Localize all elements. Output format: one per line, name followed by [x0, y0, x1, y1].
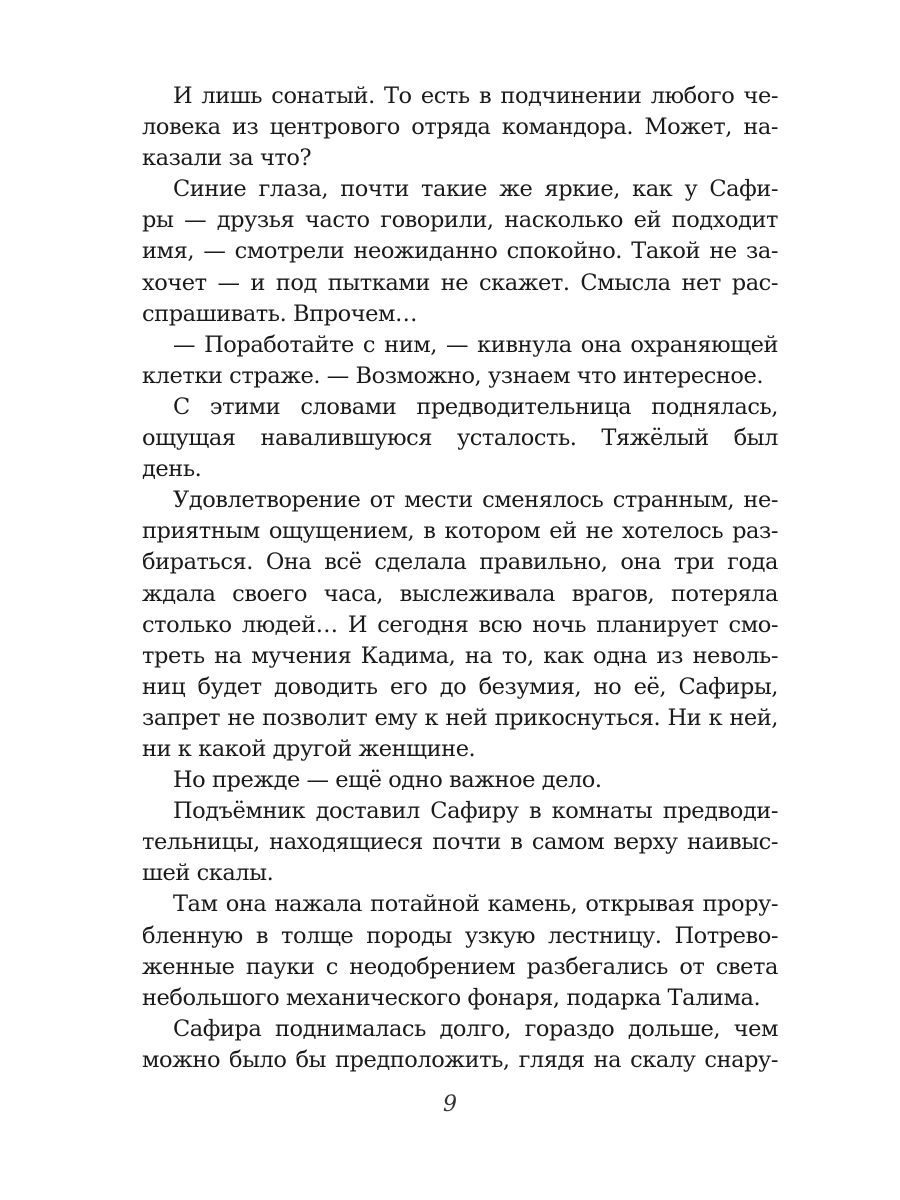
text-line: шей скалы.: [142, 860, 274, 887]
text-line: бленную в толще породы узкую лестницу. Потрево-: [142, 922, 778, 949]
text-line: день.: [142, 456, 202, 483]
text-line: И лишь сонатый. То есть в подчинении любого че-: [173, 83, 778, 109]
paragraph: [142, 392, 778, 485]
paragraph: [142, 796, 778, 889]
text-line: тельницы, находящиеся почти в самом верху наивыс-: [142, 829, 778, 856]
text-line: Сафира поднималась долго, гораздо дольше, чем: [173, 1015, 778, 1042]
text-line: женные пауки с неодобрением разбегались от света: [142, 953, 778, 980]
text-line: хочет — и под пытками не скажет. Смысла нет рас-: [142, 269, 778, 296]
page-number: 9: [443, 1092, 457, 1117]
text-line: казали за что?: [142, 145, 312, 172]
text-line: запрет не позволит ему к ней прикоснуться. Ни к ней,: [142, 704, 778, 731]
text-line: бираться. Она всё сделала правильно, она три года: [142, 549, 778, 576]
text-line: Но прежде — ещё одно важное дело.: [173, 767, 602, 794]
paragraph: [142, 174, 778, 329]
paragraph: [142, 1014, 778, 1076]
text-line: можно было бы предположить, глядя на скалу снару-: [142, 1046, 778, 1073]
paragraph: [142, 765, 778, 796]
text-line: ловека из центрового отряда командора. Может, на-: [142, 114, 778, 141]
text-line: спрашивать. Впрочем…: [142, 300, 418, 327]
text-line: ощущая навалившуюся усталость. Тяжёлый был: [142, 425, 778, 452]
paragraph: [142, 485, 778, 765]
text-line: клетки страже. — Возможно, узнаем что интересное.: [142, 362, 764, 389]
paragraph: [142, 81, 778, 174]
paragraph: [142, 889, 778, 1013]
text-line: небольшого механического фонаря, подарка Талима.: [142, 984, 761, 1011]
text-line: — Поработайте с ним, — кивнула она охраняющей: [173, 331, 778, 358]
body-text: [142, 81, 778, 1076]
text-line: Синие глаза, почти такие же яркие, как у Сафи-: [173, 176, 778, 203]
text-line: С этими словами предводительница поднялась,: [173, 393, 778, 420]
text-line: треть на мучения Кадима, на то, как одна из неволь-: [142, 642, 778, 669]
text-line: ниц будет доводить его до безумия, но её, Сафиры,: [142, 673, 778, 700]
text-line: столько людей… И сегодня всю ночь планирует смо-: [142, 611, 778, 638]
text-line: приятным ощущением, в котором ей не хотелось раз-: [142, 518, 778, 545]
text-line: Удовлетворение от мести сменялось странным, не-: [173, 487, 778, 514]
text-line: ры — друзья часто говорили, насколько ей подходит: [142, 207, 778, 234]
text-line: имя, — смотрели неожиданно спокойно. Такой не за-: [142, 238, 778, 265]
paragraph: [142, 330, 778, 392]
text-line: Подъёмник доставил Сафиру в комнаты предводи-: [173, 798, 778, 825]
text-line: Там она нажала потайной камень, открывая прору-: [173, 891, 778, 918]
text-line: ни к какой другой женщине.: [142, 735, 476, 762]
text-line: ждала своего часа, выслеживала врагов, потеряла: [142, 580, 778, 607]
